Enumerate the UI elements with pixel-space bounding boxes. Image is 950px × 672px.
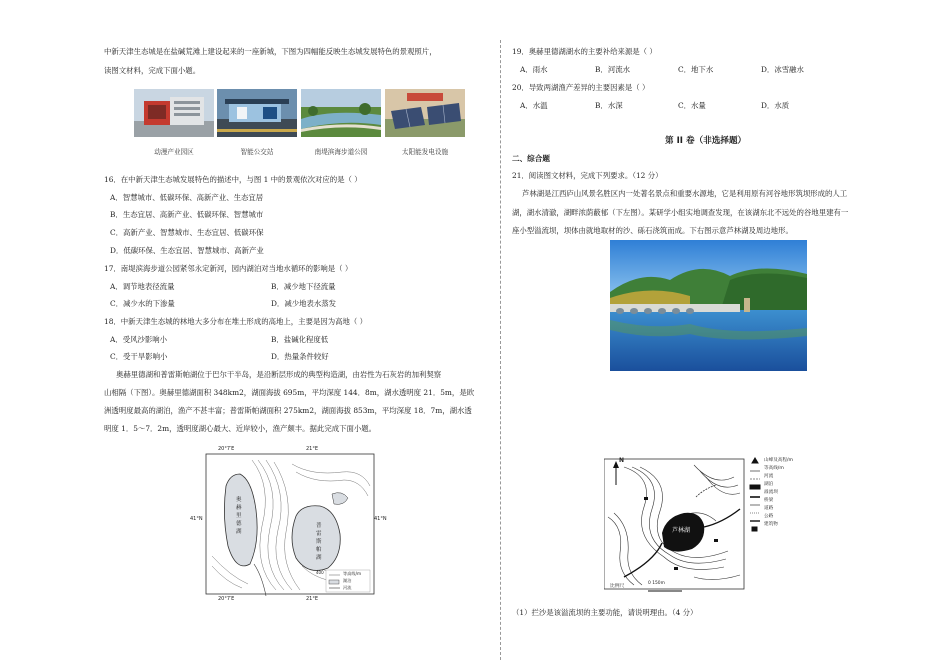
- q18-option-a: A．受风沙影响小: [110, 335, 168, 344]
- map1-legend-lake: 湖泊: [343, 578, 352, 583]
- passage2-line-1: 奥赫里德湖和普雷斯帕湖位于巴尔干半岛，是沿断层形成的典型构造湖，由岩性为石灰岩的加利契察: [116, 370, 442, 379]
- map1-lake-prespa-label: 普雷斯帕湖: [316, 523, 322, 561]
- q19-option-a: A．雨水: [520, 65, 548, 74]
- q19-stem: 19．奥赫里德湖湖水的主要补给来源是（ ）: [512, 47, 657, 56]
- q16-stem: 16．在中新天津生态城发展特色的描述中，与图 1 中的景观依次对应的是（ ）: [104, 175, 362, 184]
- q21-line-2: 湖，湖水清澈，湖畔浓荫蔽郁（下左图）。某研学小组实地调查发现，在该湖东北不远处的谷地里建有一: [512, 208, 849, 217]
- caption-seaside-park: 南堤滨海步道公园: [314, 148, 368, 156]
- map2-legend: [764, 457, 793, 529]
- section-title: 二、综合题: [512, 154, 550, 163]
- legend-contour: 等高线/m: [764, 466, 784, 471]
- map1-lat-right: 41°N: [374, 516, 387, 522]
- q20-option-d: D．水质: [761, 101, 790, 110]
- intro-line-1: 中新天津生态城是在盐碱荒滩上建设起来的一座新城，下图为四幅能反映生态城发展特色的景观照片，: [104, 47, 437, 56]
- part2-title: 第 II 卷（非选择题）: [665, 136, 747, 146]
- lulin-topo-map: [604, 457, 814, 593]
- map1-legend-value: 400: [316, 570, 324, 575]
- photo-solar-facility: [385, 89, 465, 137]
- map1-lon-bottom-right: 21°E: [306, 596, 319, 602]
- map2-scale-value: 0 150m: [648, 581, 665, 586]
- passage2-line-3: 洲透明度最高的湖泊，渔产不甚丰富；普雷斯帕湖面积 275km2，湖面海拔 853m，平均深度 18．7m，湖水透: [104, 406, 472, 415]
- q19-option-d: D．冰雪融水: [761, 65, 804, 74]
- photo-seaside-park: [301, 89, 381, 137]
- intro-line-2: 读图文材料，完成下面小题。: [104, 66, 201, 75]
- q18-option-c: C．受干旱影响小: [110, 352, 168, 361]
- photo-lulin-lake: [610, 240, 807, 371]
- map1-lat-left: 41°N: [190, 516, 203, 522]
- q18-stem: 18．中新天津生态城的林地大多分布在堆土形成的高地上，主要是因为高地（ ）: [104, 317, 368, 326]
- q21-line-3: 座小型溢流坝，坝体由就地取材的沙、砾石浇筑而成。下右图示意芦林湖及周边地形。: [512, 226, 793, 235]
- q21-line-1: 芦林湖是江西庐山风景名胜区内一处著名景点和重要水源地，它是利用原有河谷地形筑坝形成的人工: [522, 189, 848, 198]
- map2-scale-label: 比例尺: [610, 584, 625, 589]
- q16-option-a: A．智慧城市、低碳环保、高新产业、生态宜居: [110, 193, 264, 202]
- q18-option-d: D．热量条件较好: [271, 352, 329, 361]
- caption-animation-park: 动漫产业园区: [154, 148, 194, 156]
- q16-option-b: B．生态宜居、高新产业、低碳环保、智慧城市: [110, 210, 264, 219]
- map1-lake-ohrid-label: 奥赫里德湖: [236, 497, 242, 535]
- caption-solar-facility: 太阳能发电设施: [401, 148, 449, 156]
- legend-bridge: 桥梁: [764, 498, 774, 503]
- q21-stem: 21．阅读图文材料，完成下列要求。（12 分）: [512, 171, 663, 180]
- q16-option-d: D．低碳环保、生态宜居、智慧城市、高新产业: [110, 246, 264, 255]
- q20-stem: 20．导致两湖渔产差异的主要因素是（ ）: [512, 83, 650, 92]
- passage2-line-4: 明度 1．5～7．2m，透明度湖心最大、近岸较小，渔产颇丰。据此完成下面小题。: [104, 424, 377, 433]
- legend-lake: 湖泊: [764, 482, 774, 487]
- q16-option-c: C．高新产业、智慧城市、生态宜居、低碳环保: [110, 228, 264, 237]
- q20-option-c: C．水量: [678, 101, 706, 110]
- q19-option-c: C．地下水: [678, 65, 714, 74]
- photo-animation-park: [134, 89, 214, 137]
- map1-lon-bottom-left: 20°7′E: [218, 596, 235, 602]
- legend-spillway: 溢流坝: [764, 490, 778, 495]
- map1-lon-top-left: 20°7′E: [218, 446, 235, 452]
- legend-building: 建筑物: [764, 522, 778, 527]
- photo-smart-bus-stop: [217, 89, 297, 137]
- map1-legend-contour: 等高线/m: [343, 571, 362, 576]
- legend-road: 公路: [764, 514, 774, 519]
- legend-trail: 道路: [764, 506, 774, 511]
- map1-lon-top-right: 21°E: [306, 446, 319, 452]
- q17-stem: 17．南堤滨海步道公园紧邻永定新河，园内湖泊对当地水循环的影响是（ ）: [104, 264, 353, 273]
- q17-option-b: B．减少地下径流量: [271, 282, 336, 291]
- q19-option-b: B．河流水: [595, 65, 630, 74]
- map2-lake-label: 芦林湖: [672, 527, 691, 534]
- column-divider: [500, 40, 501, 660]
- q18-option-b: B．盐碱化程度低: [271, 335, 329, 344]
- caption-smart-bus-stop: 智能公交站: [240, 148, 274, 156]
- q20-option-b: B．水深: [595, 101, 623, 110]
- map1-legend-river: 河流: [343, 585, 352, 590]
- lakes-map: [190, 446, 387, 606]
- q17-option-d: D．减少地表水蒸发: [271, 299, 337, 308]
- map2-north-label: N: [619, 457, 625, 464]
- legend-river: 河流: [764, 474, 774, 479]
- q21-sub1: （1）拦沙是该溢流坝的主要功能，请说明理由。（4 分）: [512, 608, 698, 617]
- legend-peak: 山峰及高程/m: [764, 458, 793, 463]
- q17-option-a: A．调节地表径流量: [110, 282, 175, 291]
- q17-option-c: C．减少水的下渗量: [110, 299, 175, 308]
- q20-option-a: A．水温: [520, 101, 548, 110]
- passage2-line-2: 山相隔（下图）。奥赫里德湖面积 348km2，湖面海拔 695m，平均深度 144．8m，湖水透明度 21．5m，是欧: [104, 388, 475, 397]
